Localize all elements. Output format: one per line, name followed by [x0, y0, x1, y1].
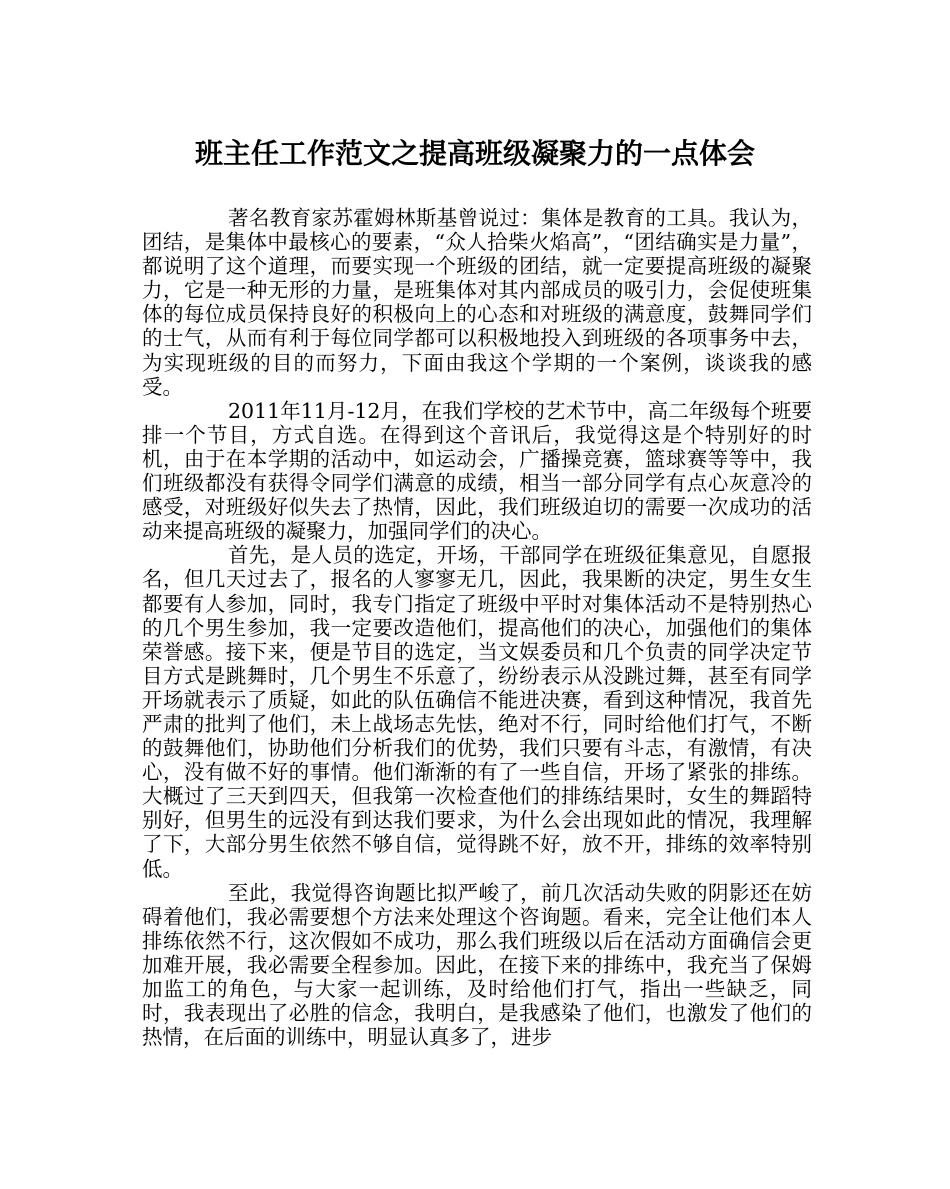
document-body — [142, 206, 812, 1049]
paragraph-4: 至此，我觉得咨询题比拟严峻了，前几次活动失败的阴影还在妨碍着他们，我必需要想个方法来处理这个咨询题。看来，完全让他们本人排练依然不行，这次假如不成功，那么我们班级以后在活动方面确信会更加难开展，我必需要全程参加。因此，在接下来的排练中，我充当了保姆加监工的角色，与大家一起训练，及时给他们打气，指出一些缺乏，同时，我表现出了必胜的信念，我明白，是我感染了他们，也激发了他们的热情，在后面的训练中，明显认真多了，进步 — [142, 880, 812, 1050]
paragraph-3: 首先，是人员的选定，开场，干部同学在班级征集意见，自愿报名，但几天过去了，报名的人寥寥无几，因此，我果断的决定，男生女生都要有人参加，同时，我专门指定了班级中平时对集体活动不是特别热心的几个男生参加，我一定要改造他们，提高他们的决心，加强他们的集体荣誉感。接下来，便是节目的选定，当文娱委员和几个负责的同学决定节目方式是跳舞时，几个男生不乐意了，纷纷表示从没跳过舞，甚至有同学开场就表示了质疑，如此的队伍确信不能进决赛，看到这种情况，我首先严肃的批判了他们，未上战场志先怯，绝对不行，同时给他们打气，不断的鼓舞他们，协助他们分析我们的优势，我们只要有斗志，有激情，有决心，没有做不好的事情。他们渐渐的有了一些自信，开场了紧张的排练。大概过了三天到四天，但我第一次检查他们的排练结果时，女生的舞蹈特别好，但男生的远没有到达我们要求，为什么会出现如此的情况，我理解了下，大部分男生依然不够自信，觉得跳不好，放不开，排练的效率特别低。 — [142, 543, 812, 881]
document-title: 班主任工作范文之提高班级凝聚力的一点体会 — [194, 137, 755, 170]
paragraph-2: 2011年11月-12月，在我们学校的艺术节中，高二年级每个班要排一个节目，方式自选。在得到这个音讯后，我觉得这是个特别好的时机，由于在本学期的活动中，如运动会，广播操竞赛，篮球赛等等中，我们班级都没有获得令同学们满意的成绩，相当一部分同学有点心灰意冷的感受，对班级好似失去了热情，因此，我们班级迫切的需要一次成功的活动来提高班级的凝聚力，加强同学们的决心。 — [142, 398, 812, 544]
paragraph-1: 著名教育家苏霍姆林斯基曾说过：集体是教育的工具。我认为，团结，是集体中最核心的要素，“众人拾柴火焰高”，“团结确实是力量”，都说明了这个道理，而要实现一个班级的团结，就一定要提高班级的凝聚力，它是一种无形的力量，是班集体对其内部成员的吸引力，会促使班集体的每位成员保持良好的积极向上的心态和对班级的满意度，鼓舞同学们的士气，从而有利于每位同学都可以积极地投入到班级的各项事务中去，为实现班级的目的而努力，下面由我这个学期的一个案例，谈谈我的感受。 — [142, 206, 812, 399]
